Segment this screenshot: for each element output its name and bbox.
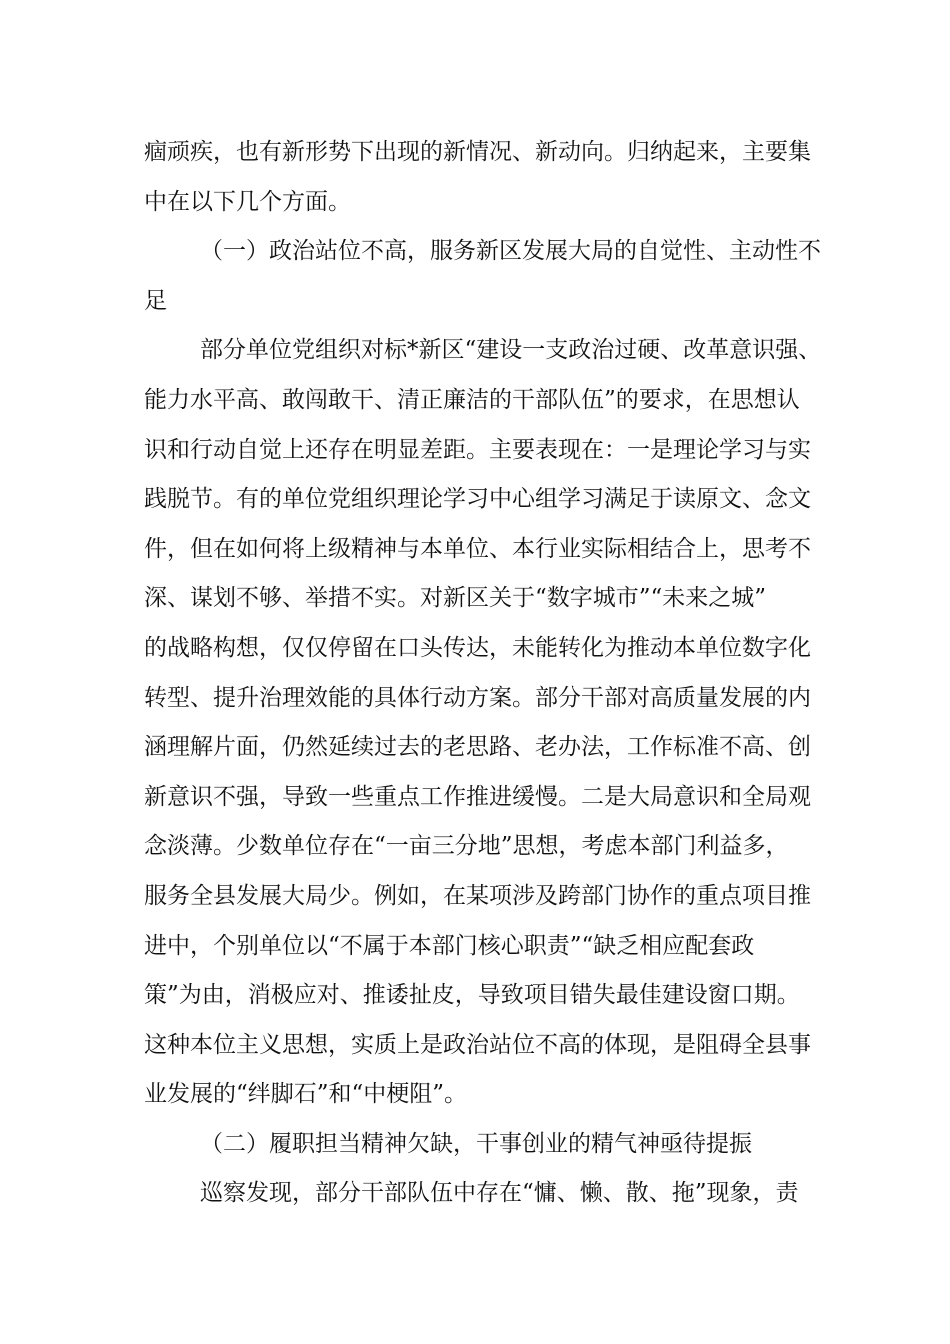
text-line: 识和行动自觉上还存在明显差距。主要表现在：一是理论学习与实 — [144, 436, 811, 463]
text-line: 新意识不强，导致一些重点工作推进缓慢。二是大局意识和全局观 — [144, 783, 811, 810]
text-line: 转型、提升治理效能的具体行动方案。部分干部对高质量发展的内 — [144, 684, 811, 711]
section-heading-2: （二）履职担当精神欠缺，干事创业的精气神亟待提振 — [200, 1130, 752, 1157]
text-line: 涵理解片面，仍然延续过去的老思路、老办法，工作标准不高、创 — [144, 734, 811, 761]
text-line: 这种本位主义思想，实质上是政治站位不高的体现，是阻碍全县事 — [144, 1031, 811, 1058]
section-heading-1-continuation: 足 — [144, 287, 167, 314]
section-heading-1: （一）政治站位不高，服务新区发展大局的自觉性、主动性不 — [200, 238, 821, 265]
text-line: 服务全县发展大局少。例如，在某项涉及跨部门协作的重点项目推 — [144, 882, 811, 909]
text-line: 中在以下几个方面。 — [144, 188, 351, 215]
paragraph-start: 巡察发现，部分干部队伍中存在“慵、懒、散、拖”现象，责 — [200, 1180, 799, 1207]
text-line: 策”为由，消极应对、推诿扯皮，导致项目错失最佳建设窗口期。 — [144, 982, 800, 1009]
text-line: 深、谋划不够、举措不实。对新区关于“数字城市”“未来之城” — [144, 585, 767, 612]
text-line: 的战略构想，仅仅停留在口头传达，未能转化为推动本单位数字化 — [144, 634, 811, 661]
text-line: 念淡薄。少数单位存在“一亩三分地”思想，考虑本部门利益多， — [144, 833, 789, 860]
text-line: 痼顽疾，也有新形势下出现的新情况、新动向。归纳起来，主要集 — [144, 139, 811, 165]
text-line: 业发展的“绊脚石”和“中梗阻”。 — [144, 1081, 468, 1108]
paragraph-start: 部分单位党组织对标*新区“建设一支政治过硬、改革意识强、 — [200, 337, 822, 364]
text-line: 践脱节。有的单位党组织理论学习中心组学习满足于读原文、念文 — [144, 486, 811, 513]
text-line: 进中，个别单位以“不属于本部门核心职责”“缺乏相应配套政 — [144, 932, 755, 959]
text-line: 能力水平高、敢闯敢干、清正廉洁的干部队伍”的要求，在思想认 — [144, 386, 800, 413]
text-line: 件，但在如何将上级精神与本单位、本行业实际相结合上，思考不 — [144, 535, 811, 562]
document-body — [144, 128, 824, 1219]
